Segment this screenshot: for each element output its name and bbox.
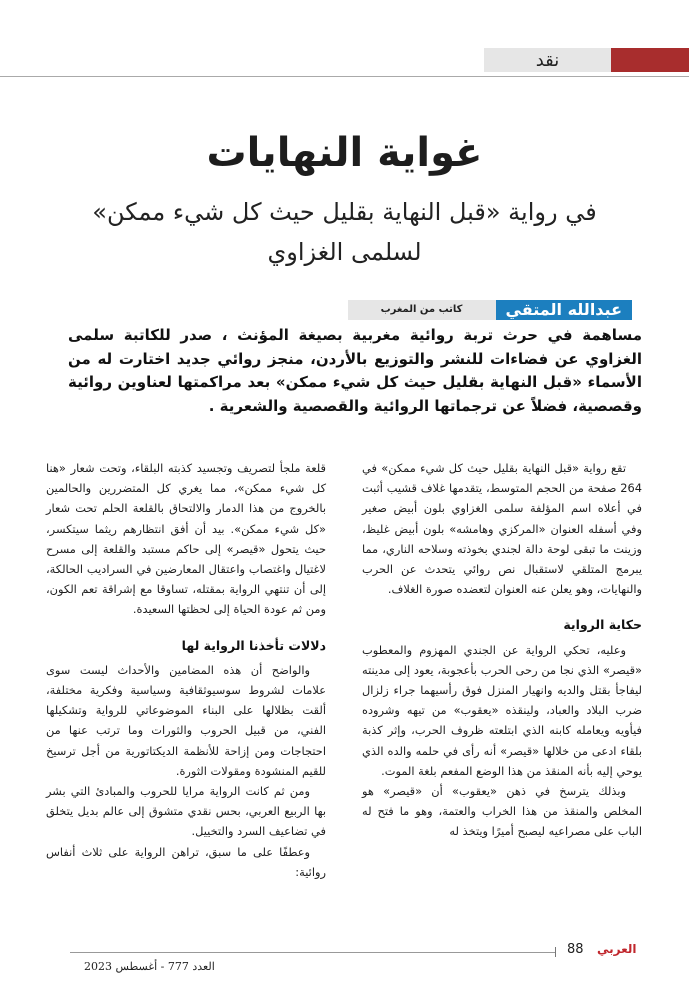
paragraph: وعليه، تحكي الرواية عن الجندي المهزوم والمعطوب «قيصر» الذي نجا من رحى الحرب بأعجوبة، يعود إلى مدينته ليفاجأ بقتل والديه وانهيار المنزل فوق رأسيهما جراء زلزال ضرب البلاد والعباد، ولينقذه «يعقوب» من تيهه وشروده فيأويه ويعامله كابنه الذي ابتلعته ظروف الحرب، وإثر كذبة بلقاء ادعى من خلالها «قيصر» أنه رأى في حلمه والده الذي يوحي إليه بأنه المنقذ من هذا الوضع المفعم بلغة الموت. [362,642,642,778]
magazine-name: العربي [597,942,637,956]
article-title: غواية النهايات [206,130,483,176]
issue-info: العدد 777 - أغسطس 2023 [84,960,215,973]
footer-tick [555,947,556,957]
paragraph: والواضح أن هذه المضامين والأحداث ليست سوى علامات لشروط سوسيوثقافية وسياسية وفكرية مختلفة، ألقت بظلالها على البناء الموضوعاتي للرواية وتشكيلها الفني، من قبيل الحروب والثورات وما ترتب عنها من احتجاجات ومن إزاحة للأنظمة الديكتاتورية من أجل ترسيخ للقيم المنشودة ومقولات الثورة. [46,662,326,778]
paragraph: وعطفًا على ما سبق، تراهن الرواية على ثلاث أنفاس روائية: [46,844,326,879]
column-right [362,458,642,842]
section-heading: دلالات تأخذنا الرواية لها [181,637,326,653]
header-divider [0,76,689,77]
subtitle-line-2: لسلمى الغزاوي [267,238,422,266]
section-heading: حكاية الرواية [563,617,642,633]
footer-divider [70,952,555,953]
section-color-tab [611,48,689,72]
paragraph: ومن ثم كانت الرواية مرايا للحروب والمبادئ التي بشر بها الربيع العربي، بحس نقدي متشوق إلى عالم بديل يتخلق في تضاعيف السرد والتخييل. [46,784,326,839]
subtitle-line-1: في رواية «قبل النهاية بقليل حيث كل شيء ممكن» [92,198,597,226]
lead-paragraph: مساهمة في حرث تربة روائية مغربية بصيغة المؤنث ، صدر للكاتبة سلمى الغزاوي عن فضاءات للنشر والتوزيع بالأردن، منجز روائي جديد اختارت له من الأسماء «قبل النهاية بقليل حيث كل شيء ممكن» بعد مراكمتها لعناوين روائية وقصصية، فضلاً عن ترجماتها الروائية والقصصية والشعرية . [68,326,642,415]
column-left [46,458,326,882]
paragraph: تقع رواية «قبل النهاية بقليل حيث كل شيء ممكن» في 264 صفحة من الحجم المتوسط، يتقدمها غلاف قشيب أثبت في أعلاه اسم المؤلفة سلمى الغزاوي بلون أبيض صغير وفي أسفله العنوان «المركزي وهامشه» بلون أبيض غليظ، وزينت ما تبقى لوحة دالة لجندي بخوذته وسلاحه الناري، مما يبرمج المتلقي لاستقبال نص روائي يتحدث عن الحرب والنهايات، وهو يعلن عنه العنوان لتعضده صورة الغلاف. [362,461,642,597]
section-label: نقد [484,48,611,72]
section-header [0,48,689,78]
paragraph: وبذلك يترسخ في ذهن «يعقوب» أن «قيصر» هو المخلص والمنقذ من هذا الخراب والعتمة، وهو ما فتح له الباب على مصراعيه ليصبح أميرًا ويتخذ له [362,784,642,839]
byline [348,300,632,320]
article-subtitle [40,192,649,272]
page-number: 88 [567,942,584,957]
author-origin: كاتب من المغرب [348,300,496,320]
author-name: عبدالله المتقي [496,300,632,320]
paragraph: قلعة ملجأ لتصريف وتجسيد كذبته البلقاء، وتحت شعار «هنا كل شيء ممكن»، مما يغري كل المتضررين والحالمين بالخروج من هذا الدمار والالتحاق بالقلعة الحلم تحت شعار «كل شيء ممكن». بيد أن أفق انتظارهم ريثما سيتكسر، حيث يتحول «قيصر» إلى حاكم مستبد والقلعة إلى مسرح لاغتيال واغتصاب واعتقال المعارضين في السراديب الحالكة، إلى أن تنتهي الرواية بمقتله، تساوقا مع إشراقة تعم الكون، ومن ثم عودة الحياة إلى لحظتها السعيدة. [46,461,326,617]
